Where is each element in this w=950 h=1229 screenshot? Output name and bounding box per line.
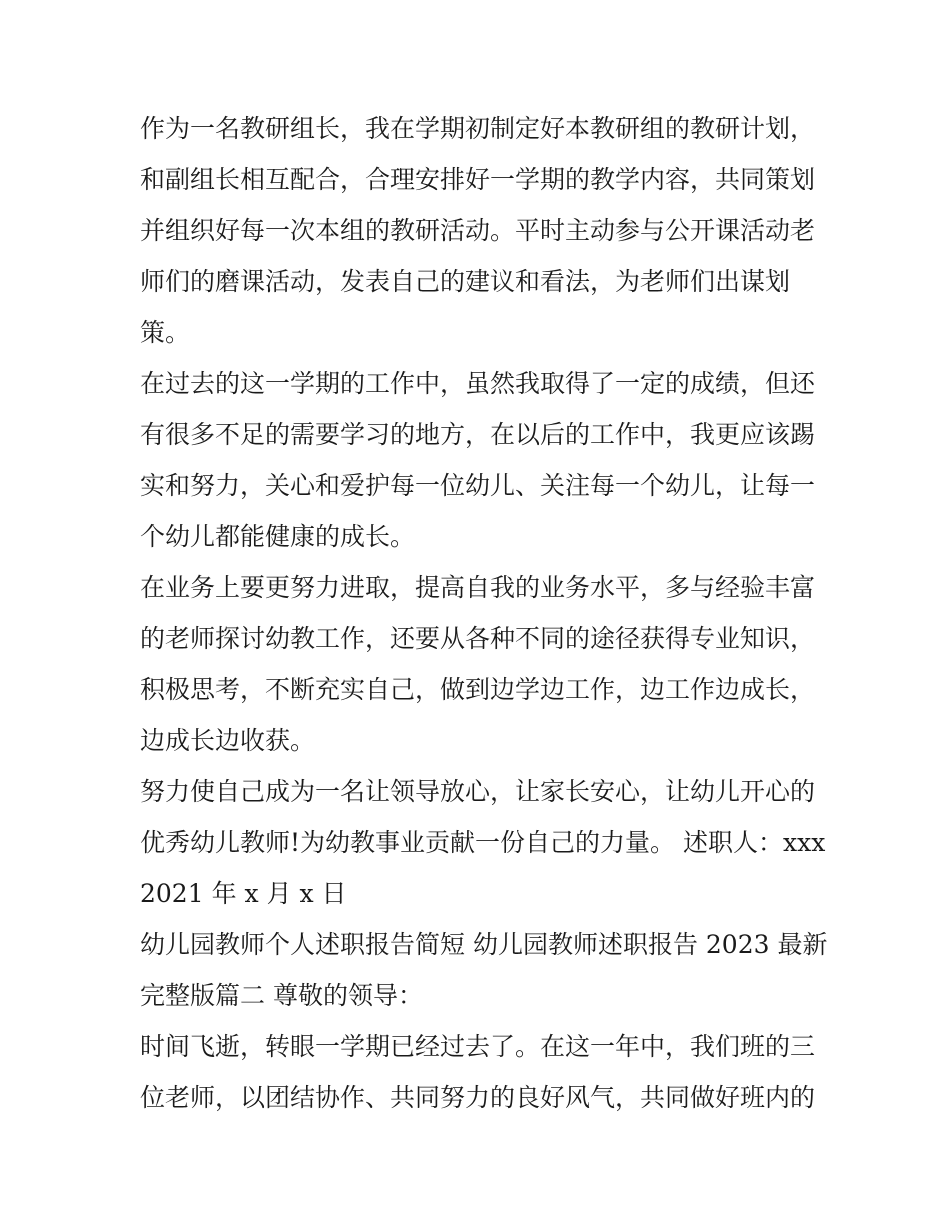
text-line: 位老师，以团结协作、共同努力的良好风气，共同做好班内的 bbox=[140, 1083, 816, 1112]
text-line: 努力使自己成为一名让领导放心，让家长安心，让幼儿开心的 bbox=[140, 777, 816, 806]
text-line: 时间飞逝，转眼一学期已经过去了。在这一年中，我们班的三 bbox=[140, 1032, 816, 1061]
text-line: 和副组长相互配合，合理安排好一学期的教学内容，共同策划 bbox=[140, 165, 816, 194]
text-line: 作为一名教研组长，我在学期初制定好本教研组的教研计划， bbox=[140, 114, 816, 143]
text-line: 有很多不足的需要学习的地方，在以后的工作中，我更应该踢 bbox=[140, 420, 816, 449]
text-line: 边成长边收获。 bbox=[140, 726, 316, 755]
document-body bbox=[140, 103, 830, 1123]
section-heading-line: 完整版篇二 尊敬的领导： bbox=[140, 981, 423, 1010]
text-line: 个幼儿都能健康的成长。 bbox=[140, 522, 416, 551]
text-line: 策。 bbox=[140, 318, 191, 347]
text-line: 在业务上要更努力进取，提高自我的业务水平，多与经验丰富 bbox=[140, 573, 816, 602]
date-line: 2021 年 x 月 x 日 bbox=[140, 879, 347, 908]
text-line: 优秀幼儿教师!为幼教事业贡献一份自己的力量。 述职人：xxx bbox=[140, 828, 826, 857]
text-line: 的老师探讨幼教工作，还要从各种不同的途径获得专业知识， bbox=[140, 624, 816, 653]
text-line: 并组织好每一次本组的教研活动。平时主动参与公开课活动老 bbox=[140, 216, 816, 245]
text-line: 积极思考，不断充实自己，做到边学边工作，边工作边成长， bbox=[140, 675, 816, 704]
text-line: 实和努力，关心和爱护每一位幼儿、关注每一个幼儿，让每一 bbox=[140, 471, 816, 500]
text-line: 师们的磨课活动，发表自己的建议和看法，为老师们出谋划 bbox=[140, 267, 791, 296]
section-heading-line: 幼儿园教师个人述职报告简短 幼儿园教师述职报告 2023 最新 bbox=[140, 930, 828, 959]
text-line: 在过去的这一学期的工作中，虽然我取得了一定的成绩，但还 bbox=[140, 369, 816, 398]
